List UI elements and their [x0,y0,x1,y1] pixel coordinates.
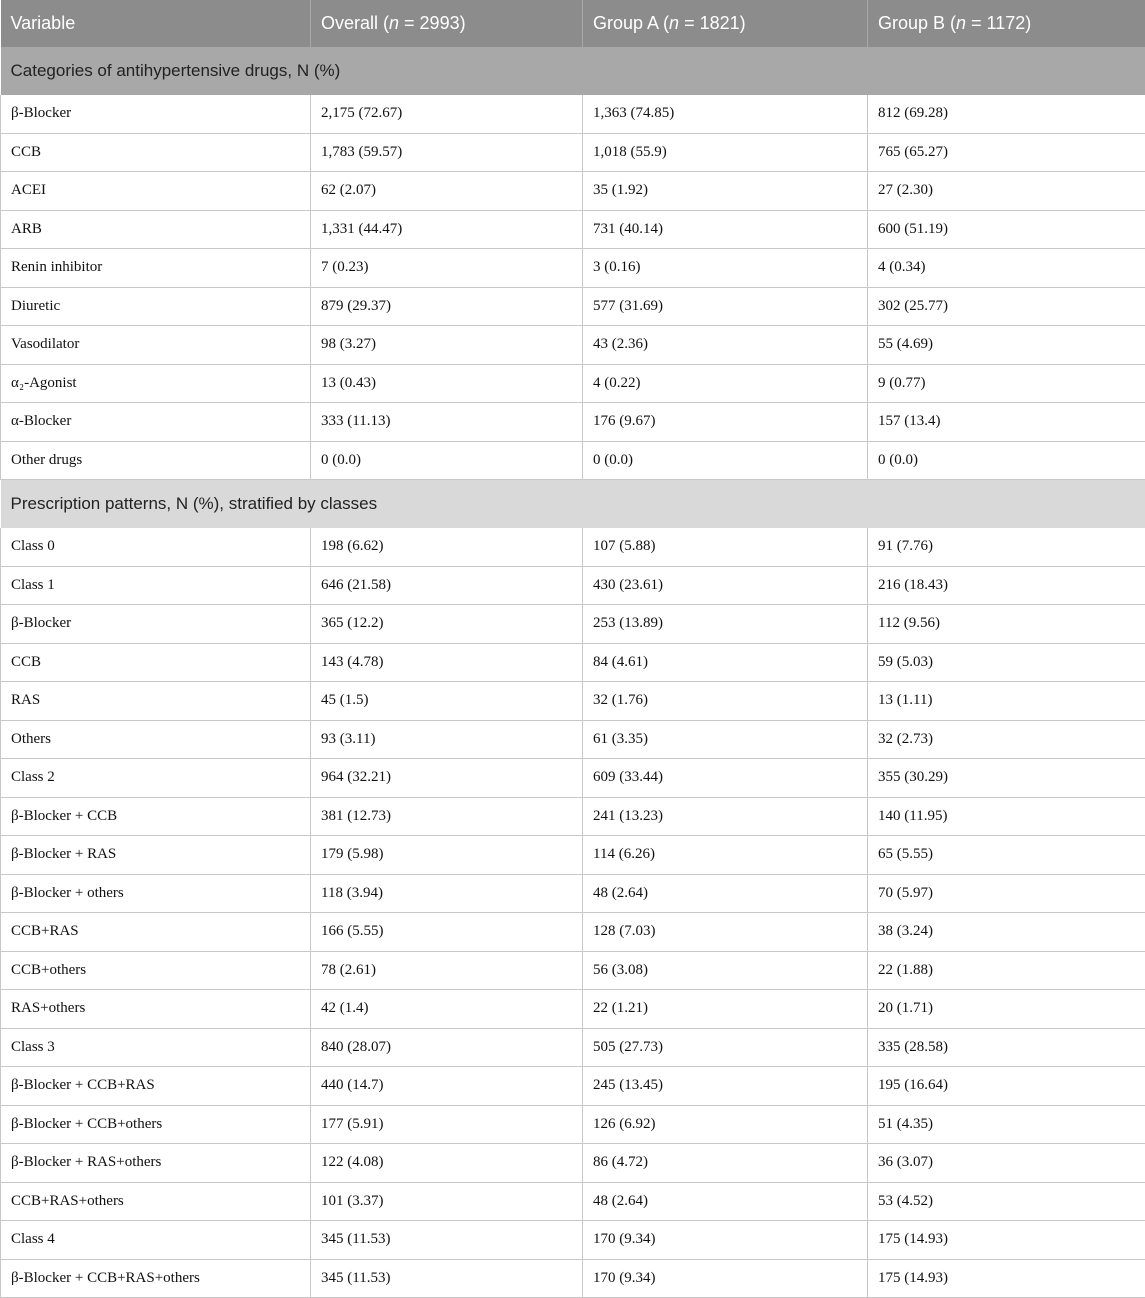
cell-overall: 7 (0.23) [311,249,583,288]
cell-variable: β-Blocker [1,605,311,644]
cell-group-b: 765 (65.27) [868,133,1145,172]
cell-overall: 45 (1.5) [311,682,583,721]
cell-group-a: 22 (1.21) [583,990,868,1029]
cell-variable: ARB [1,210,311,249]
cell-variable: Class 0 [1,528,311,566]
cell-variable: β-Blocker + CCB [1,797,311,836]
table-row [1,874,1145,913]
cell-group-a: 577 (31.69) [583,287,868,326]
table-row [1,1028,1145,1067]
table-row [1,133,1145,172]
cell-variable: β-Blocker + RAS [1,836,311,875]
header-row [1,0,1145,47]
table-row [1,249,1145,288]
cell-overall: 365 (12.2) [311,605,583,644]
cell-group-b: 157 (13.4) [868,403,1145,442]
cell-overall: 2,175 (72.67) [311,95,583,133]
cell-group-b: 140 (11.95) [868,797,1145,836]
cell-group-a: 3 (0.16) [583,249,868,288]
cell-overall: 101 (3.37) [311,1182,583,1221]
cell-group-b: 600 (51.19) [868,210,1145,249]
cell-overall: 1,331 (44.47) [311,210,583,249]
section-header-prescription [1,480,1145,529]
cell-overall: 381 (12.73) [311,797,583,836]
cell-variable: α-Blocker [1,403,311,442]
cell-group-a: 0 (0.0) [583,441,868,480]
cell-variable: β-Blocker + others [1,874,311,913]
section-title: Categories of antihypertensive drugs, N (%) [1,47,1145,95]
table-row [1,287,1145,326]
table-row [1,1221,1145,1260]
cell-group-b: 302 (25.77) [868,287,1145,326]
cell-group-a: 170 (9.34) [583,1221,868,1260]
table-row [1,720,1145,759]
cell-overall: 93 (3.11) [311,720,583,759]
table-row [1,441,1145,480]
cell-group-a: 114 (6.26) [583,836,868,875]
cell-group-a: 1,018 (55.9) [583,133,868,172]
table-row [1,990,1145,1029]
table-row [1,913,1145,952]
table-row [1,1182,1145,1221]
cell-group-b: 195 (16.64) [868,1067,1145,1106]
table-row [1,95,1145,133]
cell-overall: 1,783 (59.57) [311,133,583,172]
cell-group-a: 245 (13.45) [583,1067,868,1106]
cell-group-a: 84 (4.61) [583,643,868,682]
cell-variable: Class 3 [1,1028,311,1067]
cell-variable: CCB [1,133,311,172]
table-row [1,682,1145,721]
cell-group-a: 731 (40.14) [583,210,868,249]
cell-group-a: 107 (5.88) [583,528,868,566]
table-row [1,326,1145,365]
cell-group-a: 126 (6.92) [583,1105,868,1144]
cell-overall: 198 (6.62) [311,528,583,566]
table-row [1,364,1145,403]
cell-group-b: 53 (4.52) [868,1182,1145,1221]
cell-group-b: 59 (5.03) [868,643,1145,682]
cell-group-a: 170 (9.34) [583,1259,868,1298]
cell-group-b: 20 (1.71) [868,990,1145,1029]
cell-overall: 98 (3.27) [311,326,583,365]
table-row [1,566,1145,605]
cell-overall: 345 (11.53) [311,1259,583,1298]
cell-group-b: 55 (4.69) [868,326,1145,365]
table-row [1,797,1145,836]
header-variable: Variable [1,0,311,47]
cell-group-a: 430 (23.61) [583,566,868,605]
cell-group-a: 48 (2.64) [583,1182,868,1221]
cell-group-a: 35 (1.92) [583,172,868,211]
cell-group-a: 505 (27.73) [583,1028,868,1067]
cell-group-b: 9 (0.77) [868,364,1145,403]
section-header-categories [1,47,1145,95]
cell-group-a: 609 (33.44) [583,759,868,798]
table-row [1,1105,1145,1144]
cell-variable: CCB+RAS [1,913,311,952]
table-row [1,951,1145,990]
cell-group-b: 4 (0.34) [868,249,1145,288]
cell-group-b: 70 (5.97) [868,874,1145,913]
cell-variable: CCB [1,643,311,682]
cell-overall: 13 (0.43) [311,364,583,403]
cell-variable: Vasodilator [1,326,311,365]
cell-overall: 118 (3.94) [311,874,583,913]
cell-variable: Class 1 [1,566,311,605]
table-row [1,403,1145,442]
header-overall: Overall (n = 2993) [311,0,583,47]
cell-overall: 840 (28.07) [311,1028,583,1067]
cell-overall: 333 (11.13) [311,403,583,442]
cell-group-b: 335 (28.58) [868,1028,1145,1067]
table-row [1,210,1145,249]
cell-variable: α₂-Agonist [1,364,311,403]
cell-group-a: 86 (4.72) [583,1144,868,1183]
cell-variable: RAS+others [1,990,311,1029]
cell-overall: 179 (5.98) [311,836,583,875]
cell-group-a: 56 (3.08) [583,951,868,990]
cell-overall: 166 (5.55) [311,913,583,952]
table-row [1,1144,1145,1183]
cell-variable: Diuretic [1,287,311,326]
cell-group-a: 1,363 (74.85) [583,95,868,133]
cell-variable: RAS [1,682,311,721]
table-row [1,605,1145,644]
cell-group-b: 216 (18.43) [868,566,1145,605]
cell-group-a: 4 (0.22) [583,364,868,403]
cell-variable: Renin inhibitor [1,249,311,288]
cell-variable: β-Blocker + CCB+RAS+others [1,1259,311,1298]
cell-overall: 646 (21.58) [311,566,583,605]
cell-overall: 964 (32.21) [311,759,583,798]
section-title: Prescription patterns, N (%), stratified by classes [1,480,1145,529]
cell-overall: 440 (14.7) [311,1067,583,1106]
cell-group-b: 32 (2.73) [868,720,1145,759]
cell-variable: Class 2 [1,759,311,798]
table-row [1,1067,1145,1106]
cell-group-b: 22 (1.88) [868,951,1145,990]
cell-group-a: 241 (13.23) [583,797,868,836]
cell-overall: 177 (5.91) [311,1105,583,1144]
cell-variable: CCB+others [1,951,311,990]
cell-group-a: 253 (13.89) [583,605,868,644]
cell-group-b: 112 (9.56) [868,605,1145,644]
cell-variable: β-Blocker + CCB+RAS [1,1067,311,1106]
cell-group-b: 91 (7.76) [868,528,1145,566]
cell-overall: 62 (2.07) [311,172,583,211]
cell-group-b: 27 (2.30) [868,172,1145,211]
cell-overall: 78 (2.61) [311,951,583,990]
cell-group-b: 812 (69.28) [868,95,1145,133]
table-row [1,172,1145,211]
cell-group-b: 36 (3.07) [868,1144,1145,1183]
cell-overall: 42 (1.4) [311,990,583,1029]
cell-group-b: 355 (30.29) [868,759,1145,798]
cell-group-a: 128 (7.03) [583,913,868,952]
cell-overall: 0 (0.0) [311,441,583,480]
cell-group-a: 48 (2.64) [583,874,868,913]
cell-group-b: 175 (14.93) [868,1259,1145,1298]
cell-overall: 879 (29.37) [311,287,583,326]
cell-variable: β-Blocker + CCB+others [1,1105,311,1144]
cell-variable: β-Blocker [1,95,311,133]
cell-group-a: 61 (3.35) [583,720,868,759]
table-row [1,643,1145,682]
cell-variable: CCB+RAS+others [1,1182,311,1221]
cell-group-b: 51 (4.35) [868,1105,1145,1144]
cell-group-b: 13 (1.11) [868,682,1145,721]
cell-overall: 345 (11.53) [311,1221,583,1260]
cell-variable: ACEI [1,172,311,211]
cell-group-b: 0 (0.0) [868,441,1145,480]
cell-variable: Class 4 [1,1221,311,1260]
table-row [1,528,1145,566]
header-group-a: Group A (n = 1821) [583,0,868,47]
cell-group-b: 175 (14.93) [868,1221,1145,1260]
table-row [1,836,1145,875]
cell-variable: Other drugs [1,441,311,480]
cell-group-a: 176 (9.67) [583,403,868,442]
cell-group-a: 43 (2.36) [583,326,868,365]
cell-overall: 143 (4.78) [311,643,583,682]
cell-group-b: 65 (5.55) [868,836,1145,875]
table-body [1,47,1145,1298]
header-group-b: Group B (n = 1172) [868,0,1145,47]
cell-overall: 122 (4.08) [311,1144,583,1183]
cell-group-a: 32 (1.76) [583,682,868,721]
cell-group-b: 38 (3.24) [868,913,1145,952]
table-row [1,759,1145,798]
cell-variable: Others [1,720,311,759]
cell-variable: β-Blocker + RAS+others [1,1144,311,1183]
